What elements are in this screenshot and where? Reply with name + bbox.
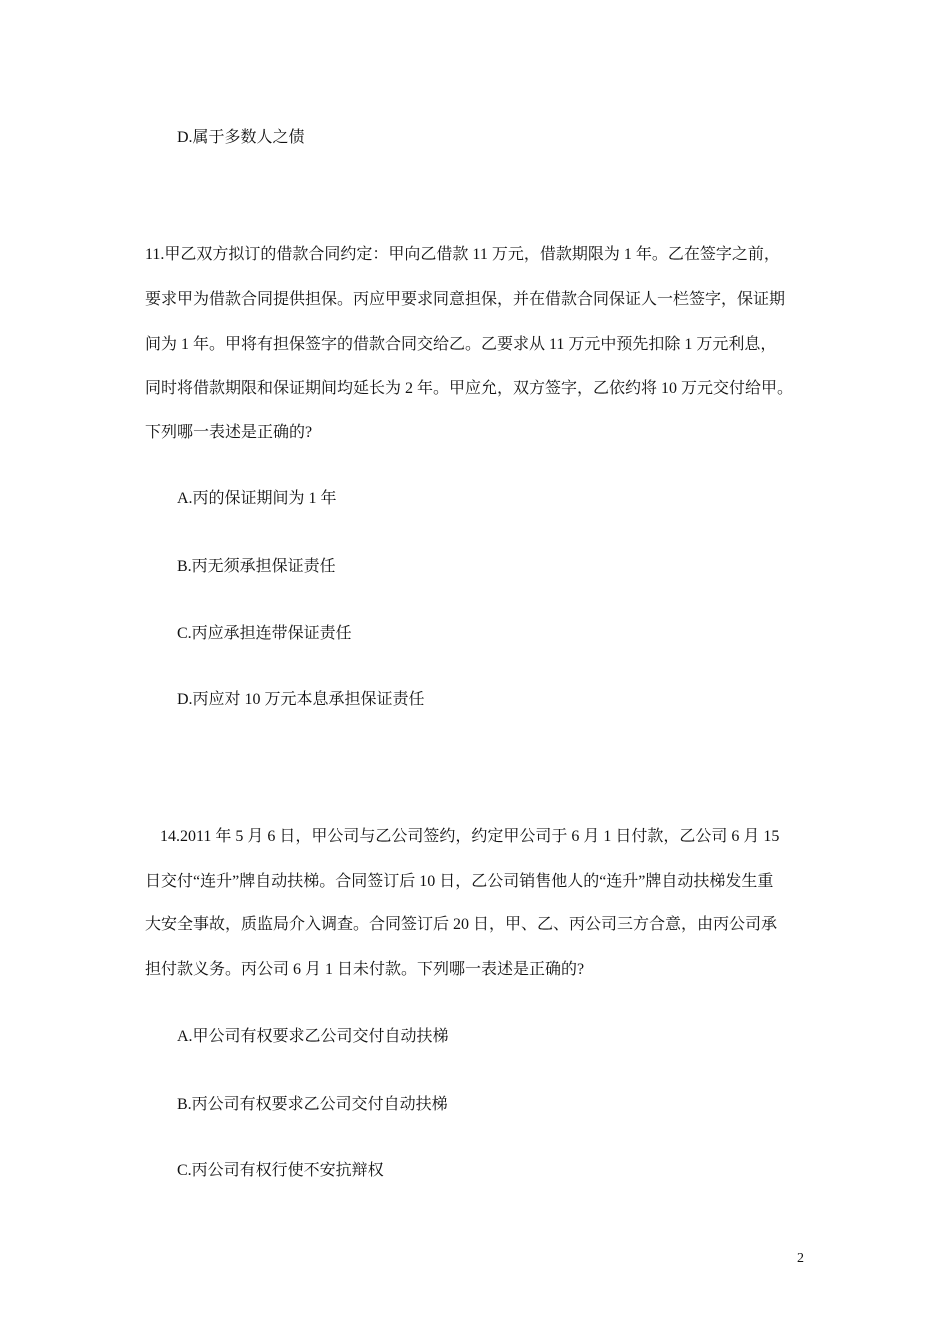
q11-option-d: D.丙应对 10 万元本息承担保证责任 [177, 691, 425, 708]
q11-text-line-2: 要求甲为借款合同提供担保。丙应甲要求同意担保，并在借款合同保证人一栏签字，保证期 [145, 291, 786, 308]
q11-text-line-3: 间为 1 年。甲将有担保签字的借款合同交给乙。乙要求从 11 万元中预先扣除 1 万元利息， [145, 336, 777, 353]
q14-option-c: C.丙公司有权行使不安抗辩权 [177, 1162, 384, 1179]
q14-text-line-2: 日交付“连升”牌自动扶梯。合同签订后 10 日，乙公司销售他人的“连升”牌自动扶梯发生重 [145, 873, 774, 890]
q14-text-line-4: 担付款义务。丙公司 6 月 1 日未付款。下列哪一表述是正确的? [145, 961, 585, 978]
q11-text-line-5: 下列哪一表述是正确的? [145, 424, 313, 441]
q11-text-line-1: 11.甲乙双方拟订的借款合同约定：甲向乙借款 11 万元，借款期限为 1 年。乙在签字之前， [145, 246, 780, 263]
q11-text-line-4: 同时将借款期限和保证期间均延长为 2 年。甲应允，双方签字，乙依约将 10 万元交付给甲。 [145, 380, 794, 397]
q14-text-line-3: 大安全事故，质监局介入调查。合同签订后 20 日，甲、乙、丙公司三方合意，由丙公司承 [145, 916, 778, 933]
q14-text-line-1: 14.2011 年 5 月 6 日，甲公司与乙公司签约，约定甲公司于 6 月 1 日付款，乙公司 6 月 15 [160, 828, 780, 845]
page-number: 2 [797, 1251, 804, 1266]
q10-option-d: D.属于多数人之债 [177, 129, 305, 146]
q14-option-a: A.甲公司有权要求乙公司交付自动扶梯 [177, 1028, 449, 1045]
q11-option-a: A.丙的保证期间为 1 年 [177, 490, 337, 507]
q11-option-c: C.丙应承担连带保证责任 [177, 625, 352, 642]
q14-option-b: B.丙公司有权要求乙公司交付自动扶梯 [177, 1096, 448, 1113]
q11-option-b: B.丙无须承担保证责任 [177, 558, 336, 575]
